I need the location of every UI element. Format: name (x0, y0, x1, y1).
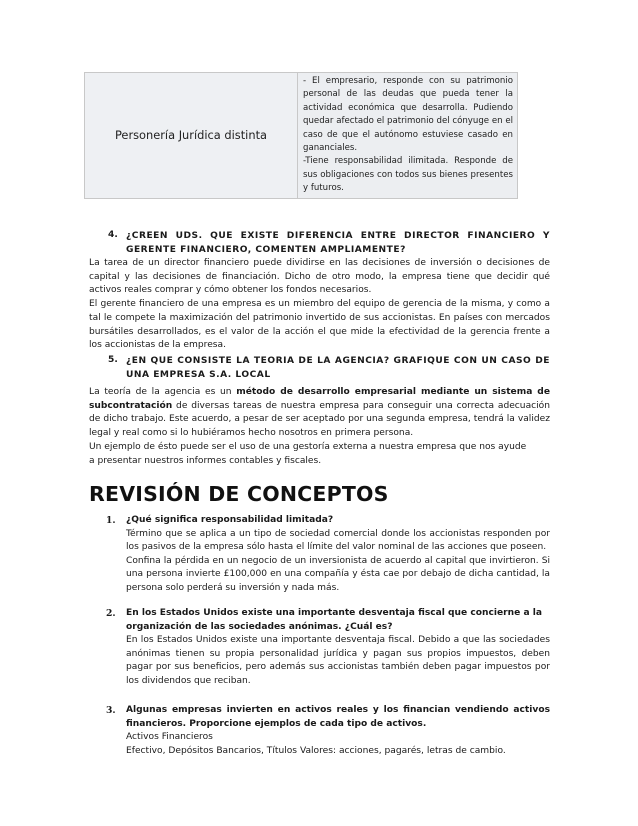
review-answer (126, 634, 550, 688)
question-5-answer (89, 386, 550, 468)
answer-paragraph (89, 386, 550, 441)
answer-paragraph: En los Estados Unidos existe una importante desventaja fiscal. Debido a que las sociedades anónimas tienen su propia personalidad jurídica y pagan sus propios impuestos, deben pagar por sus beneficios, pero además sus accionistas también deben pagar impuestos por los dividendos que reciban. (126, 635, 550, 686)
comparison-table (84, 72, 518, 199)
answer-paragraph: Confina la pérdida en un negocio de un inversionista de acuerdo al capital que invirtieron. Si una persona invierte £100,000 en una compañía y ésta cae por debajo de dicha cantidad, la persona solo perderá su inversión y nada más. (126, 555, 550, 593)
table-left-cell: Personería Jurídica distinta (85, 73, 298, 199)
table-right-cell (298, 73, 518, 199)
review-question: En los Estados Unidos existe una importante desventaja fiscal que concierne a la organización de las sociedades anónimas. ¿Cuál es? (126, 608, 542, 632)
review-answer (126, 528, 550, 596)
review-item-1 (126, 514, 550, 596)
review-item-3-number: 3. (106, 705, 116, 716)
question-5-line1: ¿EN QUE CONSISTE LA TEORIA DE LA AGENCIA? GRAFIQUE CON UN CASO DE (126, 356, 550, 366)
review-question: ¿Qué significa responsabilidad limitada? (126, 515, 334, 525)
review-answer (126, 731, 550, 758)
review-item-2 (126, 607, 550, 689)
review-item-1-number: 1. (106, 515, 116, 526)
question-4-line2: GERENTE FINANCIERO, COMENTEN AMPLIAMENTE? (126, 245, 406, 255)
answer-paragraph: La tarea de un director financiero puede dividirse en las decisiones de inversión o decisiones de capital y las decisiones de financiación. Dicho de otro modo, la empresa tiene que decidir qué activos reales comprar y cómo obtener los fondos necesarios. (89, 258, 550, 296)
answer-line: a presentar nuestros informes contables y fiscales. (89, 455, 322, 466)
answer-paragraph: Término que se aplica a un tipo de sociedad comercial donde los accionistas responden por los pasivos de la empresa sólo hasta el límite del valor nominal de las acciones que poseen. (126, 528, 550, 553)
review-item-3 (126, 704, 550, 758)
question-4-number: 4. (108, 230, 118, 240)
question-4-line1: ¿CREEN UDS. QUE EXISTE DIFERENCIA ENTRE DIRECTOR FINANCIERO Y (126, 231, 550, 241)
section-heading: REVISIÓN DE CONCEPTOS (89, 482, 389, 506)
answer-text: de diversas tareas de nuestra empresa para conseguir una correcta adecuación de dicho trabajo. Este acuerdo, a pesar de ser aceptado por una segunda empresa, tendrá la validez legal y real como si lo hubiéramos hecho nosotros en primera persona. (89, 400, 550, 439)
review-question: Algunas empresas invierten en activos reales y los financian vendiendo activos financieros. Proporcione ejemplos de cada tipo de activos. (126, 705, 550, 729)
table-right-paragraph: -Tiene responsabilidad ilimitada. Responde de sus obligaciones con todos sus bienes presentes y futuros. (303, 156, 513, 194)
answer-bold-text: método de desarrollo empresarial mediante un sistema de subcontratación (89, 387, 550, 411)
table-right-paragraph: - El empresario, responde con su patrimonio personal de las deudas que pueda tener la actividad económica que desarrolla. Pudiendo quedar afectado el patrimonio del cónyuge en el caso de que el autónomo estuviese casado en gananciales. (303, 76, 513, 154)
table-row (85, 73, 518, 199)
question-5-number: 5. (108, 355, 118, 365)
question-5-line2: UNA EMPRESA S.A. LOCAL (126, 370, 271, 380)
review-item-2-number: 2. (106, 608, 116, 619)
answer-line: Un ejemplo de ésto puede ser el uso de una gestoría externa a nuestra empresa que nos ayude (89, 441, 527, 452)
answer-line: Activos Financieros (126, 732, 213, 743)
answer-text: La teoría de la agencia es un (89, 387, 237, 397)
answer-paragraph: El gerente financiero de una empresa es un miembro del equipo de gerencia de la misma, y como a tal le compete la maximización del patrimonio invertido de sus accionistas. En países con mercados bursátiles desarrollados, es el valor de la acción el que mide la efectividad de la gerencia frente a los accionistas de la empresa. (89, 299, 550, 351)
question-4-answer (89, 257, 550, 353)
answer-line: Efectivo, Depósitos Bancarios, Títulos Valores: acciones, pagarés, letras de cambio. (126, 745, 506, 756)
